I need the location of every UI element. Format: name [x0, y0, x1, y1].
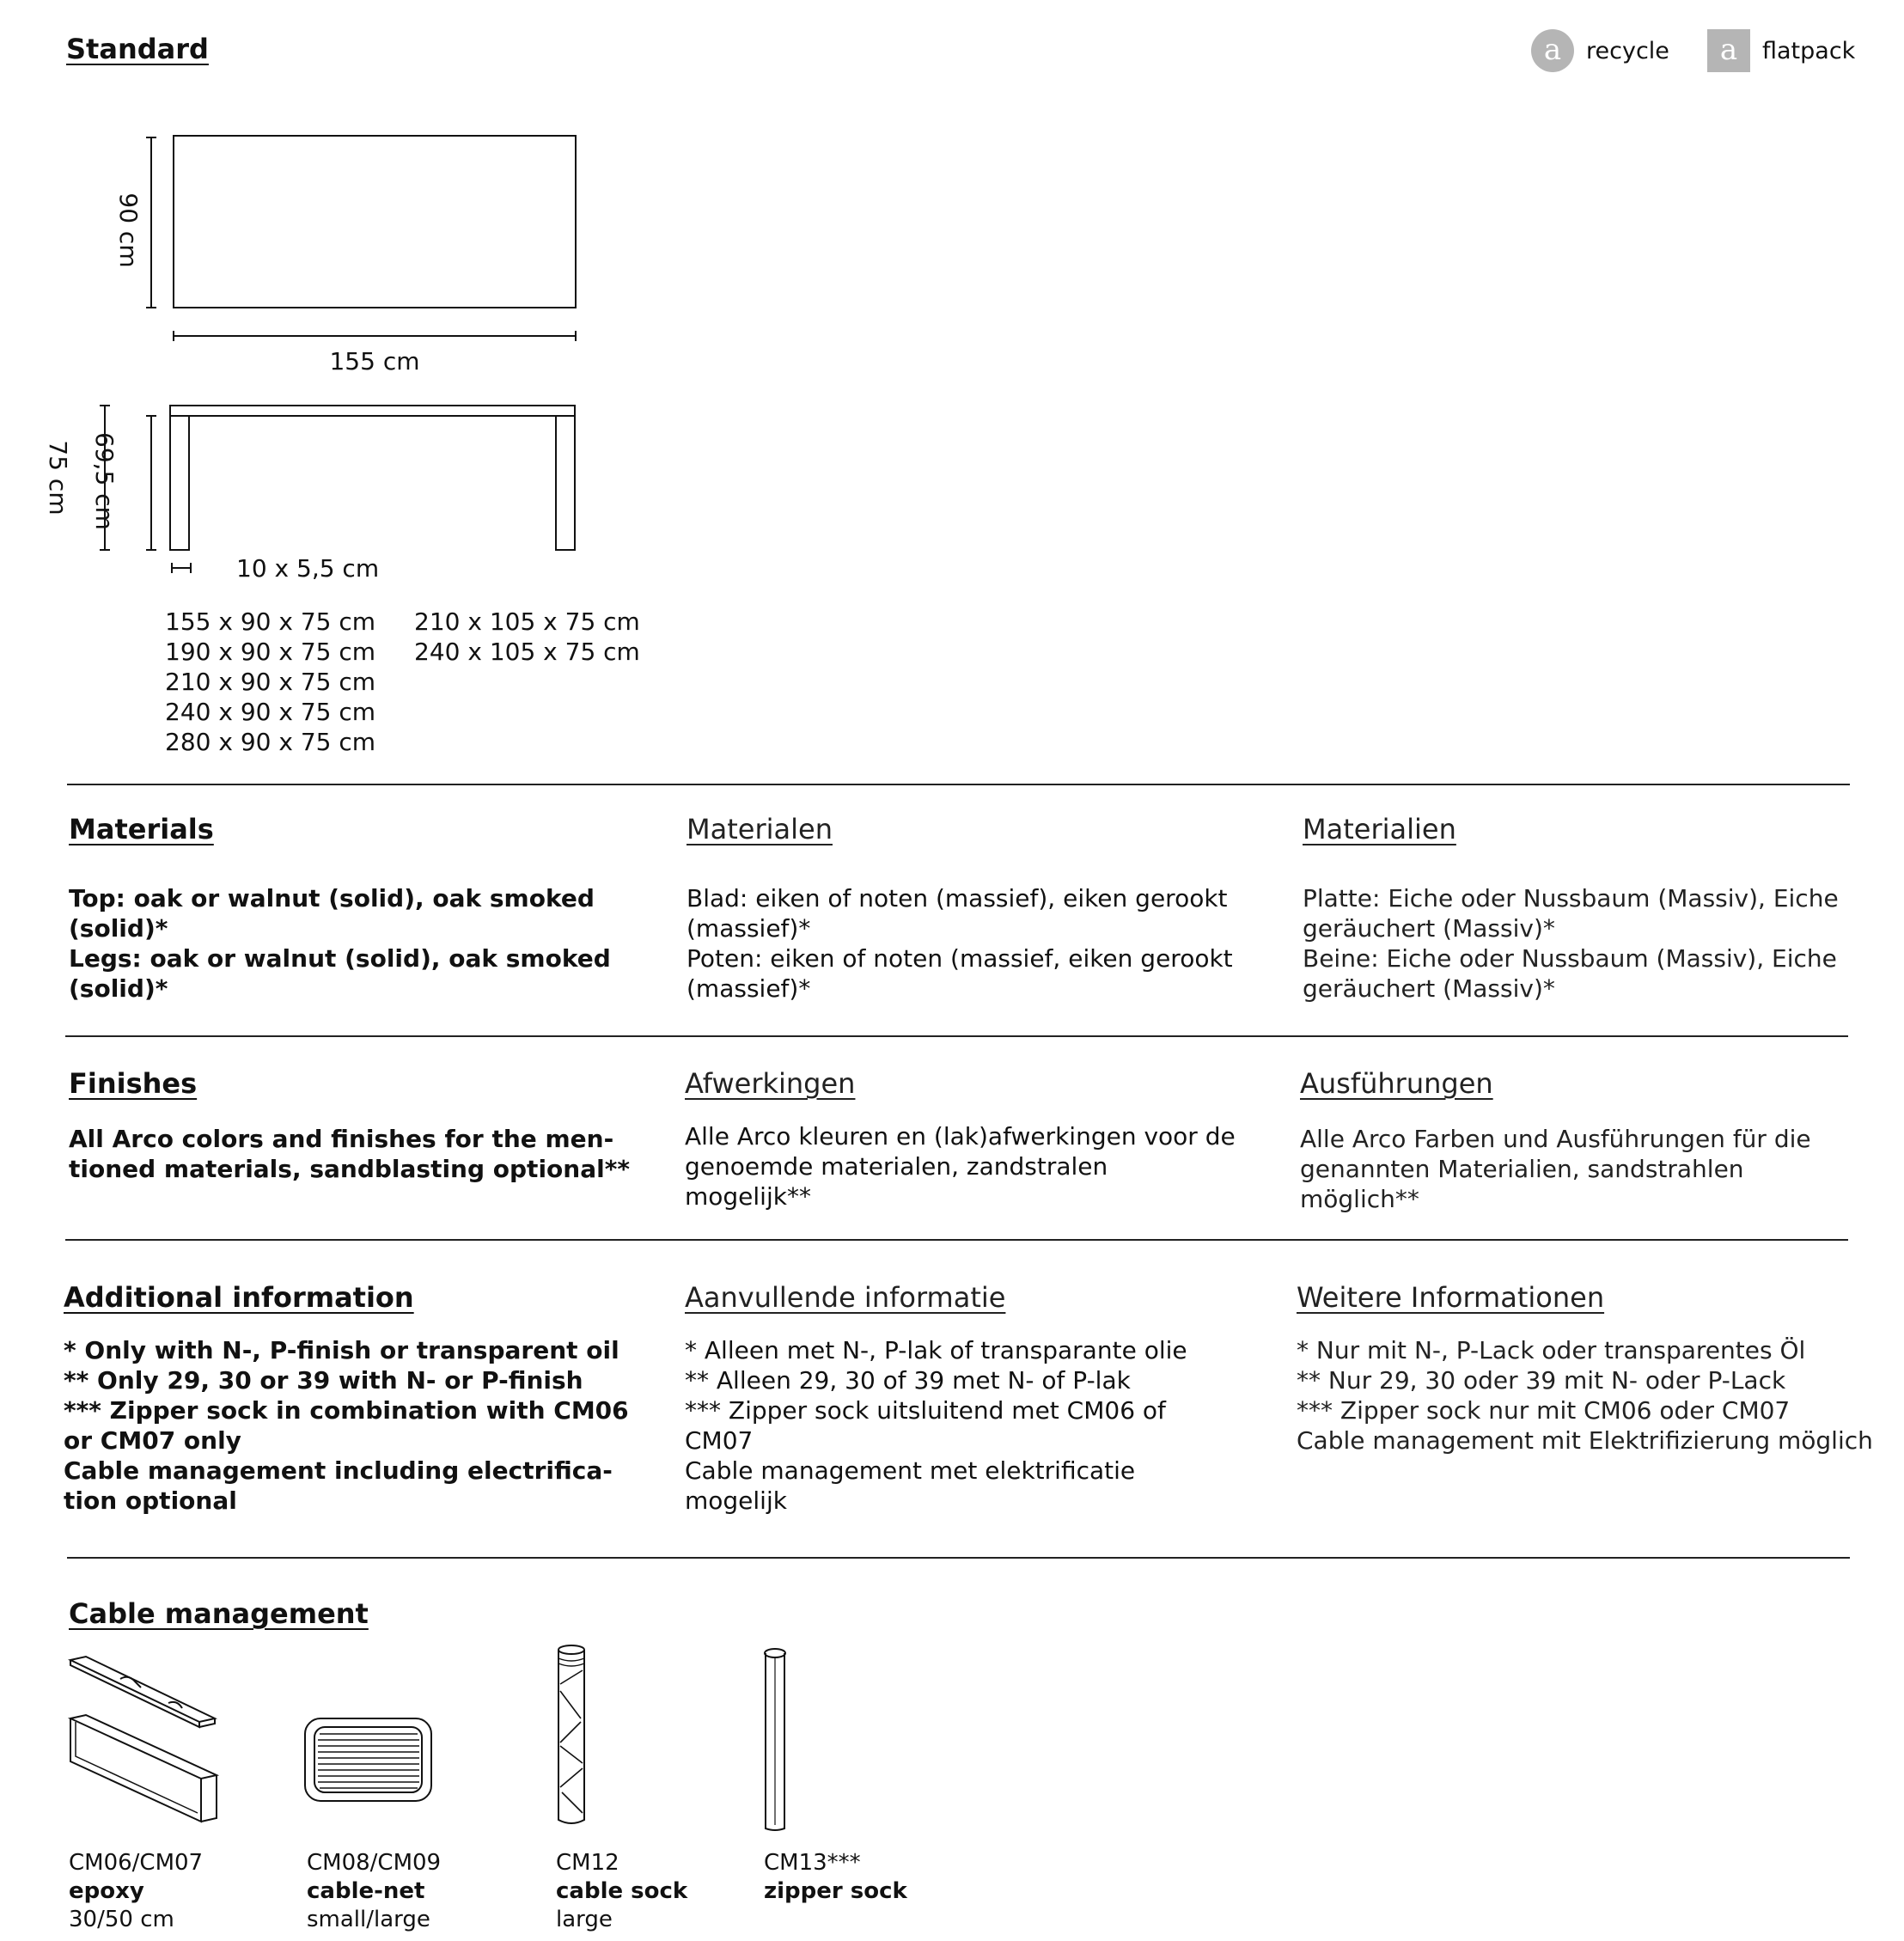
materials-title-nl: Materialen — [687, 813, 833, 845]
leg-size-label: 10 x 5,5 cm — [236, 554, 380, 583]
cm-item-cable-net — [307, 1849, 441, 1934]
cable-management-title: Cable management — [69, 1597, 369, 1630]
table-side-view — [170, 406, 575, 550]
divider — [67, 1557, 1850, 1559]
recycle-label: recycle — [1586, 37, 1669, 64]
finishes-text-de: Alle Arco Farben und Ausführungen für die genannten Materialien, sandstrahlen möglich** — [1300, 1125, 1811, 1213]
recycle-badge — [1531, 29, 1669, 72]
cable-net-icon — [305, 1718, 431, 1801]
cm-item-cable-sock — [556, 1849, 687, 1934]
flatpack-icon: a — [1707, 29, 1750, 72]
flatpack-label: flatpack — [1762, 37, 1856, 64]
sizes-list-1 — [165, 607, 375, 757]
cm-code: CM06/CM07 — [69, 1850, 204, 1876]
width-label: 155 cm — [329, 347, 420, 375]
finishes-text-en: All Arco colors and finishes for the men- tioned materials, sandblasting optional** — [69, 1125, 630, 1183]
clearance-label: 69,5 cm — [90, 432, 119, 530]
materials-text-en: Top: oak or walnut (solid), oak smoked (solid)* Legs: oak or walnut (solid), oak smoked (solid)* — [69, 884, 611, 1003]
table-top-view — [174, 136, 576, 308]
divider — [65, 1035, 1848, 1037]
materials-text-nl: Blad: eiken of noten (massief), eiken gerookt (massief)* Poten: eiken of noten (massief, eiken gerookt (massief)* — [687, 884, 1233, 1003]
sizes-list-2 — [414, 607, 640, 667]
finishes-title-nl: Afwerkingen — [685, 1067, 856, 1100]
finishes-text-nl: Alle Arco kleuren en (lak)afwerkingen voor de genoemde materialen, zandstralen mogelijk** — [685, 1122, 1236, 1211]
materials-text-de: Platte: Eiche oder Nussbaum (Massiv), Eiche geräuchert (Massiv)* Beine: Eiche oder Nussbaum (Massiv), Eiche geräuchert (Massiv)* — [1303, 884, 1839, 1003]
cm-name: epoxy — [69, 1878, 144, 1904]
size-item: 240 x 105 x 75 cm — [414, 638, 640, 666]
cable-sock-icon — [558, 1645, 584, 1823]
size-item: 280 x 90 x 75 cm — [165, 728, 376, 756]
size-item: 155 x 90 x 75 cm — [165, 607, 376, 636]
size-item: 240 x 90 x 75 cm — [165, 698, 376, 726]
recycle-icon: a — [1531, 29, 1574, 72]
divider — [67, 784, 1850, 785]
size-item: 190 x 90 x 75 cm — [165, 638, 376, 666]
additional-text-en: * Only with N-, P-finish or transparent oil ** Only 29, 30 or 39 with N- or P-finish *** Zipper sock in combination with CM06 or CM07 only Cable management including electrifica- tion optional — [64, 1336, 629, 1515]
finishes-title-de: Ausführungen — [1300, 1067, 1493, 1100]
size-item: 210 x 105 x 75 cm — [414, 607, 640, 636]
cm-code: CM08/CM09 — [307, 1850, 442, 1876]
additional-title-de: Weitere Informationen — [1297, 1281, 1605, 1314]
cm-code: CM13*** — [764, 1850, 861, 1876]
additional-title-nl: Aanvullende informatie — [685, 1281, 1006, 1314]
depth-label: 90 cm — [114, 192, 143, 268]
flatpack-badge — [1707, 29, 1855, 72]
epoxy-tray-icon — [70, 1657, 217, 1822]
zipper-sock-icon — [765, 1649, 785, 1830]
cm-item-zipper-sock — [764, 1849, 907, 1906]
additional-text-nl: * Alleen met N-, P-lak of transparante olie ** Alleen 29, 30 of 39 met N- of P-lak *** Zipper sock uitsluitend met CM06 of CM07 Cable management met elektrificatie mogelijk — [685, 1336, 1187, 1515]
additional-title-en: Additional information — [64, 1281, 414, 1314]
cable-management-drawings — [0, 1633, 945, 1847]
cm-item-epoxy — [69, 1849, 203, 1934]
cm-name: zipper sock — [764, 1878, 907, 1904]
materials-title-en: Materials — [69, 813, 214, 845]
finishes-title-en: Finishes — [69, 1067, 198, 1100]
cm-size: large — [556, 1907, 613, 1932]
materials-title-de: Materialien — [1303, 813, 1456, 845]
divider — [65, 1239, 1848, 1241]
cm-name: cable-net — [307, 1878, 425, 1904]
cm-name: cable sock — [556, 1878, 688, 1904]
cm-size: small/large — [307, 1907, 430, 1932]
standard-title: Standard — [66, 33, 209, 65]
cm-code: CM12 — [556, 1850, 619, 1876]
size-item: 210 x 90 x 75 cm — [165, 668, 376, 696]
cm-size: 30/50 cm — [69, 1907, 174, 1932]
additional-text-de: * Nur mit N-, P-Lack oder transparentes Öl ** Nur 29, 30 oder 39 mit N- oder P-Lack *** Zipper sock nur mit CM06 oder CM07 Cable management mit Elektrifizierung möglich — [1297, 1336, 1873, 1455]
height-label: 75 cm — [44, 440, 72, 516]
